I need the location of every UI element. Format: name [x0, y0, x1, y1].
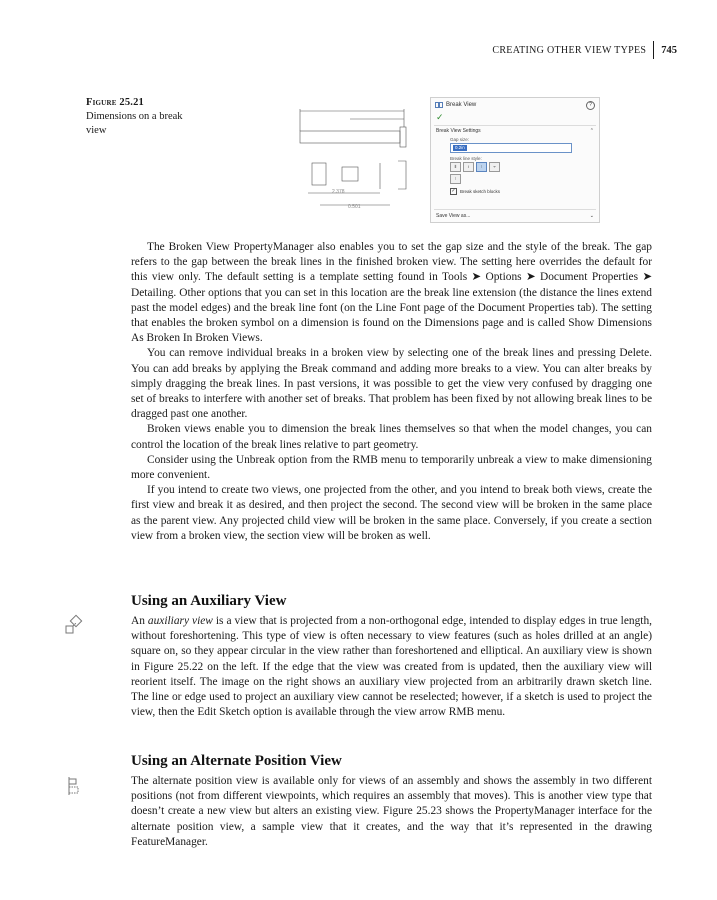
style-zigzag-cut-icon[interactable]: ⫶ [476, 162, 487, 172]
ok-check-icon[interactable]: ✓ [436, 112, 444, 122]
running-head-section: CREATING OTHER VIEW TYPES [492, 44, 647, 56]
style-straight-cut-icon[interactable]: ⫴ [450, 162, 461, 172]
save-view-group[interactable] [434, 209, 596, 219]
body-paragraph: Broken views enable you to dimension the break lines themselves so that when the model changes, you can control the location of the break lines relative to part geometry. [131, 423, 652, 451]
save-view-label: Save View as... [436, 213, 471, 219]
collapse-chevron-icon[interactable]: ⌃ [589, 128, 594, 134]
auxiliary-paragraph [131, 614, 652, 720]
break-view-drawing [280, 97, 425, 219]
pm-header [431, 98, 599, 112]
auxiliary-view-icon [64, 614, 84, 636]
alternate-position-view-icon [66, 775, 86, 797]
gap-size-label: Gap size: [450, 137, 470, 142]
style-jagged-cut-icon[interactable]: ⦚ [450, 174, 461, 184]
body-text [131, 240, 652, 544]
pm-group-title: Break View Settings [436, 128, 481, 134]
body-paragraph: You can remove individual breaks in a broken view by selecting one of the break lines and pressing Delete. You can add breaks by applying the Break command and adding more breaks to a view. You can alter breaks by simply dragging the break lines. In past versions, it was possible to get the view very confused by dragging one set of breaks to interfere with another set of breaks. That problem has been fixed by not allowing break lines to be dragged past one another. [131, 347, 652, 421]
auxiliary-view-term: auxiliary view [147, 615, 213, 627]
style-curve-cut-icon[interactable]: ≀ [463, 162, 474, 172]
expand-chevron-icon[interactable]: ⌄ [589, 213, 594, 219]
break-line-style-buttons-row2 [450, 174, 594, 184]
break-line-style-buttons [450, 162, 594, 172]
break-sketch-blocks-checkbox[interactable]: ✓ [451, 188, 456, 194]
body-paragraph: The Broken View PropertyManager also enables you to set the gap size and the style of the break. The gap refers to the gap between the break lines in the finished broken view. The setting here overrides the default for this view only. The default setting is a template setting found in Tools ➤ Options ➤ Document Properties ➤ Detailing. Other options that you can set in this location are the break line extension (the distance the lines extend past the model edges) and the break line font (on the Line Font page of the Document Properties tab). The setting that enables the broken symbol on a dimension is found on the Dimensions page and is called Show Dimensions As Broken In Broken Views. [131, 241, 652, 345]
body-paragraph: If you intend to create two views, one projected from the other, and you intend to break both views, create the first view and break it as desired, and then project the second. The second view will be broken in the same place as the parent view. Any projected child view will be broken in the same place. Conversely, if you create a section view from a broken view, the section view will be broken as well. [131, 484, 652, 542]
figure-caption-text: Dimensions on a break view [86, 111, 183, 136]
break-line-style-label: Break line style: [450, 156, 482, 161]
break-sketch-blocks-row [450, 188, 594, 195]
drawing-dim-2: 0.501 [348, 204, 361, 210]
gap-size-input[interactable] [450, 143, 572, 153]
aux-text-after: is a view that is projected from a non-orthogonal edge, intended to display edges in true length, without foreshortening. This type of view is often necessary to view features (such as holes drilled at an angle) square on, so they appear circular in the view rather than foreshortened and elliptical. An auxiliary view is shown in Figure 25.22 on the left. If the edge that the view was created from is updated, then the auxiliary view will reorient itself. The image on the right shows an auxiliary view projected from an arbitrarily drawn sketch line. The line or edge used to project an auxiliary view cannot be reselected; however, if a sketch is used to project the view, then the Edit Sketch option is available through the view arrow RMB menu. [131, 615, 652, 719]
drawing-dim-1: 2.378 [332, 189, 345, 195]
auxiliary-view-section [131, 592, 652, 720]
alternate-position-section [131, 752, 652, 850]
body-paragraph: Consider using the Unbreak option from the RMB menu to temporarily unbreak a view to make dimensioning more convenient. [131, 453, 652, 482]
break-view-propertymanager [430, 97, 600, 223]
break-sketch-blocks-label: Break sketch blocks [460, 189, 501, 194]
running-head [492, 41, 677, 59]
section-heading: Using an Alternate Position View [131, 753, 342, 769]
break-view-icon [435, 101, 443, 109]
figure-caption [86, 96, 196, 138]
gap-size-value: 0.2in [455, 145, 465, 150]
alternate-paragraph: The alternate position view is available only for views of an assembly and shows the assembly in two different positions (not from different viewpoints, which requires an assembly that moves). This is another view type that doesn’t create a new view but alters an existing view. Figure 25.23 shows the PropertyManager interface for the alternate position view, a sample view that it creates, and the way that it’s represented in the drawing FeatureManager. [131, 775, 652, 848]
page-number: 745 [661, 44, 677, 56]
style-small-zigzag-cut-icon[interactable]: ∻ [489, 162, 500, 172]
figure-label: Figure 25.21 [86, 97, 145, 108]
aux-text-before: An [131, 615, 148, 627]
help-icon[interactable]: ? [586, 101, 595, 110]
pm-title: Break View [446, 102, 477, 108]
section-heading: Using an Auxiliary View [131, 593, 287, 609]
pm-settings-group [434, 125, 596, 198]
